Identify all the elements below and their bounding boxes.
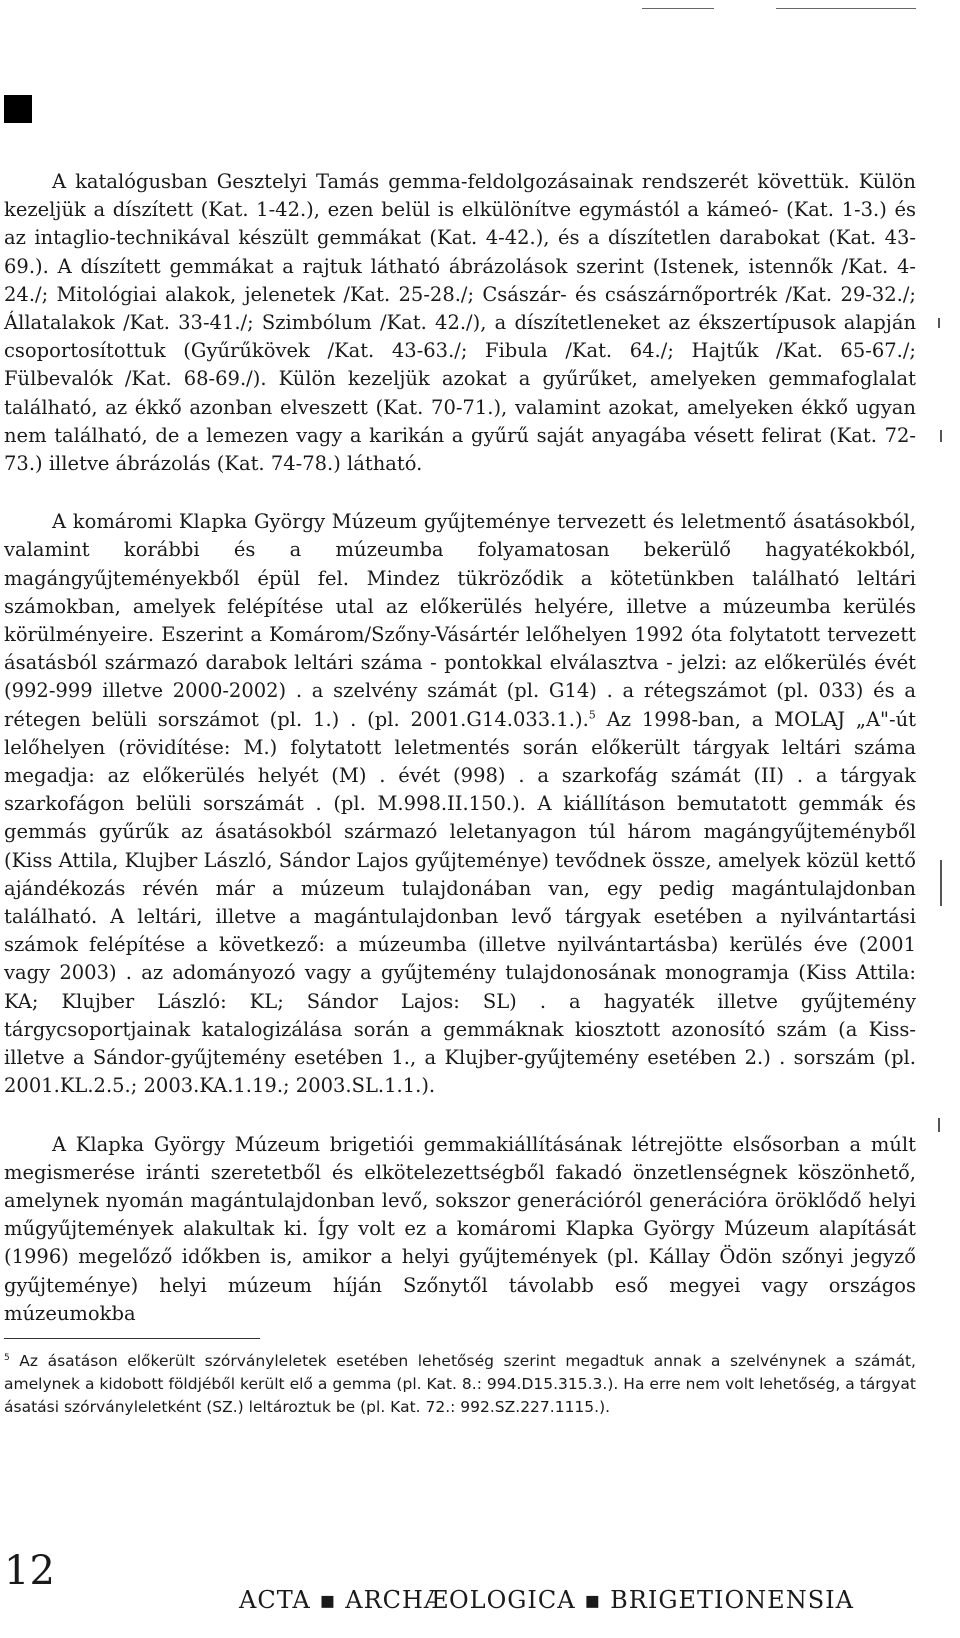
top-rule-right <box>776 8 916 9</box>
margin-mark <box>938 1118 940 1132</box>
top-rule-left <box>642 8 714 9</box>
paragraph-catalogue-system: A katalógusban Gesztelyi Tamás gemma-feldolgozásainak rendszerét követtük. Külön kezeljük a díszített (Kat. 1-42.), ezen belül is elkülönítve egymástól a kámeó- (Kat. 1-3.) és az intaglio-technikával készült gemmákat (Kat. 4-42.), és a díszítetlen darabokat (Kat. 43-69.). A díszített gemmákat a rajtuk látható ábrázolások szerint (Istenek, istennők /Kat. 4-24./; Mitológiai alakok, jelenetek /Kat. 25-28./; Császár- és császárnőportrék /Kat. 29-32./; Állatalakok /Kat. 33-41./; Szimbólum /Kat. 42./), a díszítetleneket az ékszertípusok alapján csoportosítottuk (Gyűrűkövek /Kat. 43-63./; Fibula /Kat. 64./; Hajtűk /Kat. 65-67./; Fülbevalók /Kat. 68-69./). Külön kezeljük azokat a gyűrűket, amelyeken gemmafoglalat található, az ékkő azonban elveszett (Kat. 70-71.), valamint azokat, amelyeken ékkő ugyan nem található, de a lemezen vagy a karikán a gyűrű saját anyagába vésett felirat (Kat. 72-73.) illetve ábrázolás (Kat. 74-78.) látható. <box>4 170 916 476</box>
margin-mark <box>940 860 942 906</box>
footnote <box>4 1350 916 1419</box>
paragraph-exhibition-origin: A Klapka György Múzeum brigetiói gemmakiállításának létrejötte elsősorban a múlt megismerése iránti szeretetből és elkötelezettségből fakadó önzetlenségnek köszönhető, amelynek nyomán magántulajdonban levő, sokszor generációról generációra öröklődő helyi műgyűjtemények alakultak ki. Így volt ez a komáromi Klapka György Múzeum alapítását (1996) megelőző időkben is, amikor a helyi gyűjtemények (pl. Kállay Ödön szőnyi jegyző gyűjteménye) helyi múzeum híján Szőnytől távolabb eső megyei vagy országos múzeumokba <box>4 1132 916 1325</box>
paragraph-inventory-numbers <box>4 508 916 1100</box>
section-marker <box>4 95 32 123</box>
footnote-reference[interactable]: 5 <box>588 708 596 722</box>
journal-title: ACTA ▪ ARCHÆOLOGICA ▪ BRIGETIONENSIA <box>239 1586 854 1614</box>
footnote-text: Az ásatáson előkerült szórványleletek esetében lehetőség szerint megadtuk annak a szelvénynek a számát, amelynek a kidobott földjéből került elő a gemma (pl. Kat. 8.: 994.D15.315.3.). Ha erre nem volt lehetőség, a tárgyat ásatási szórványleletként (SZ.) leltároztuk be (pl. Kat. 72.: 992.SZ.227.1115.). <box>4 1352 916 1416</box>
margin-mark <box>938 318 940 328</box>
page-number: 12 <box>4 1548 55 1594</box>
footnote-mark: 5 <box>4 1352 10 1363</box>
paragraph-inventory-numbers-b: Az 1998-ban, a MOLAJ „A"-út lelőhelyen (rövidítése: M.) folytatott leletmentés során előkerült tárgyak leltári száma megadja: az előkerülés helyét (M) . évét (998) . a szarkofág számát (II) . a tárgyak szarkofágon belüli sorszámát . (pl. M.998.II.150.). A kiállításon bemutatott gemmák és gemmás gyűrűk az ásatásokból származó leletanyagon túl három magángyűjteményből (Kiss Attila, Klujber László, Sándor Lajos gyűjteménye) tevődnek össze, amelyek közül kettő ajándékozás révén már a múzeum tulajdonában van, egy pedig magántulajdonban található. A leltári, illetve a magántulajdonban levő tárgyak esetében a nyilvántartási számok felépítése a következő: a múzeumba (illetve nyilvántartásba) kerülés éve (2001 vagy 2003) . az adományozó vagy a gyűjtemény tulajdonosának monogramja (Kiss Attila: KA; Klujber László: KL; Sándor Lajos: SL) . a hagyaték illetve gyűjtemény tárgycsoportjainak katalogizálása során a gemmáknak kiosztott azonosító szám (a Kiss- illetve a Sándor-gyűjtemény esetében 1., a Klujber-gyűjtemény esetében 2.) . sorszám (pl. 2001.KL.2.5.; 2003.KA.1.19.; 2003.SL.1.1.). <box>4 707 917 1098</box>
paragraph-inventory-numbers-a: A komáromi Klapka György Múzeum gyűjteménye tervezett és leletmentő ásatásokból, valamint korábbi és a múzeumba folyamatosan bekerülő hagyatékokból, magángyűjteményekből épül fel. Mindez tükröződik a kötetünkben található leltári számokban, amelyek felépítése utal az előkerülés helyére, illetve a múzeumba kerülés körülményeire. Eszerint a Komárom/Szőny-Vásártér lelőhelyen 1992 óta folytatott tervezett ásatásból származó darabok leltári száma - pontokkal elválasztva - jelzi: az előkerülés évét (992-999 illetve 2000-2002) . a szelvény számát (pl. G14) . a rétegszámot (pl. 033) és a rétegen belüli sorszámot (pl. 1.) . (pl. 2001.G14.033.1.). <box>4 510 916 731</box>
footnote-rule <box>4 1338 260 1339</box>
margin-mark <box>940 430 942 442</box>
body-text <box>4 168 916 1328</box>
